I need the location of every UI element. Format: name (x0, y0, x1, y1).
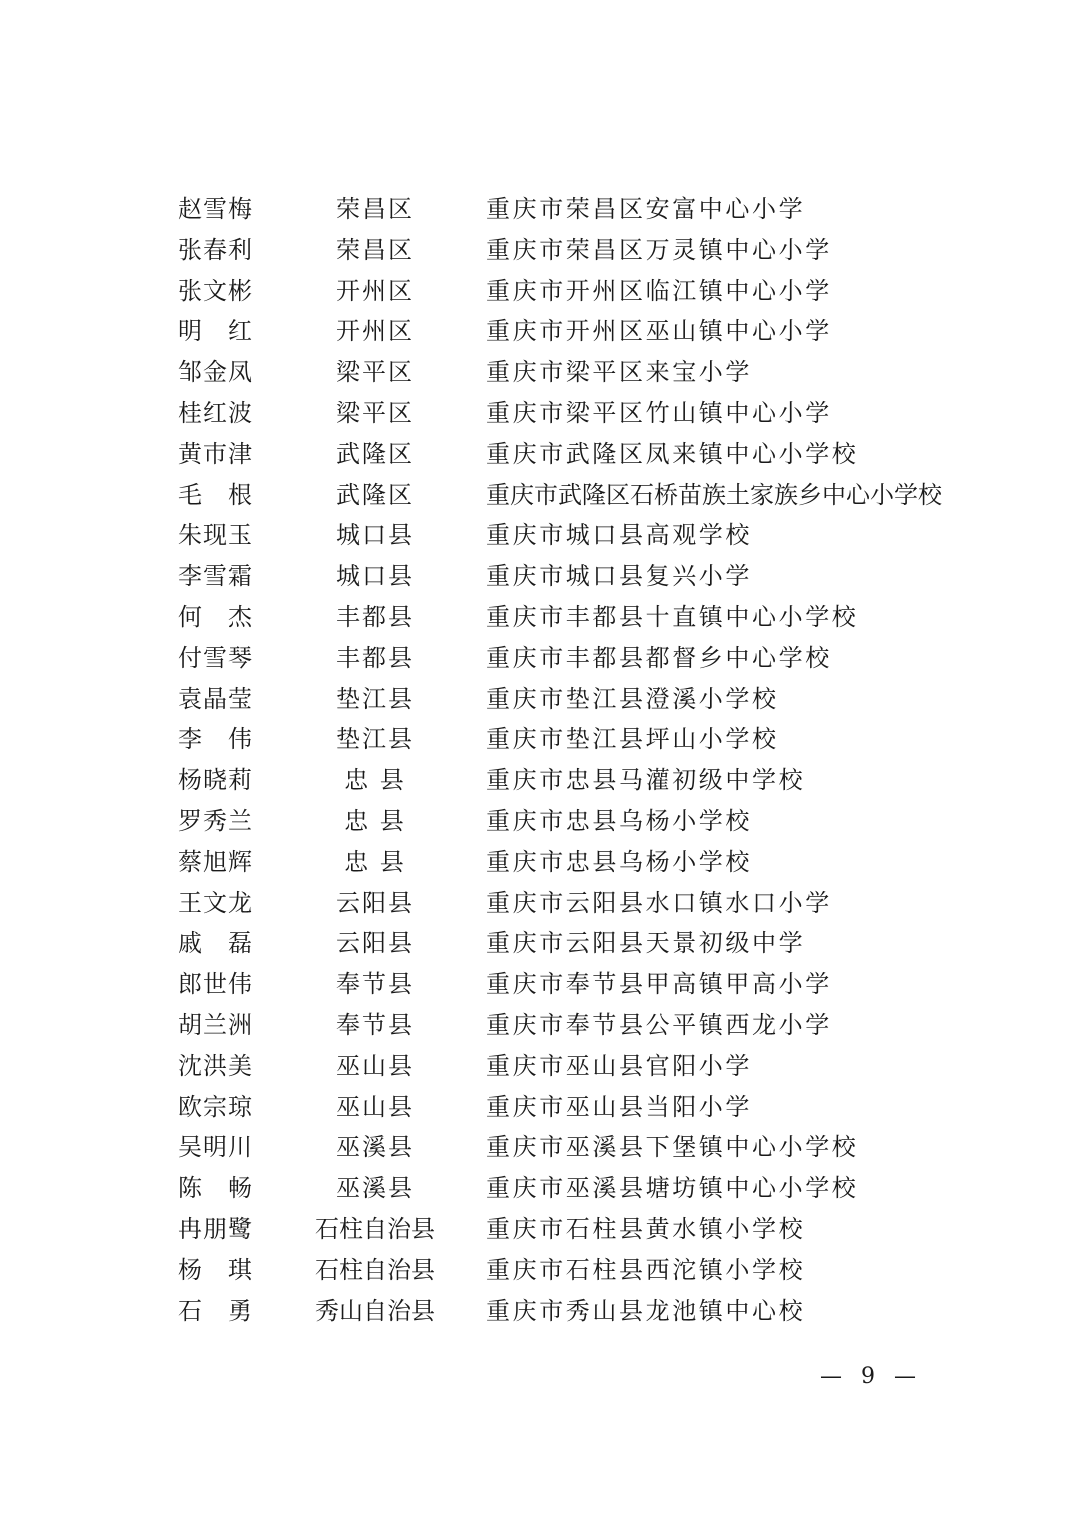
person-name: 石 勇 (178, 1296, 252, 1325)
person-name: 明 红 (178, 317, 252, 346)
school-name: 重庆市开州区临江镇中心小学 (486, 276, 832, 305)
district-name: 奉节县 (336, 1010, 414, 1039)
list-row (0, 760, 1074, 801)
person-name: 郎世伟 (178, 970, 252, 999)
person-name: 李 伟 (178, 725, 252, 754)
district-name: 石柱自治县 (315, 1214, 435, 1243)
school-name: 重庆市丰都县都督乡中心学校 (486, 643, 832, 672)
school-name: 重庆市石柱县西沱镇小学校 (486, 1255, 806, 1284)
name-list (0, 189, 1074, 1331)
person-name: 蔡旭辉 (178, 847, 252, 876)
school-name: 重庆市武隆区石桥苗族土家族乡中心小学校 (486, 480, 942, 509)
district-name: 丰都县 (336, 602, 414, 631)
school-name: 重庆市忠县马灌初级中学校 (486, 766, 806, 795)
school-name: 重庆市城口县复兴小学 (486, 562, 752, 591)
list-row (0, 230, 1074, 271)
district-name: 武隆区 (336, 480, 414, 509)
district-name: 丰都县 (336, 643, 414, 672)
list-row (0, 679, 1074, 720)
district-name: 垫江县 (336, 684, 414, 713)
list-row (0, 638, 1074, 679)
school-name: 重庆市垫江县澄溪小学校 (486, 684, 779, 713)
list-row (0, 1291, 1074, 1332)
list-row (0, 597, 1074, 638)
district-name: 梁平区 (336, 398, 414, 427)
person-name: 冉朋鹭 (178, 1214, 252, 1243)
list-row (0, 475, 1074, 516)
list-row (0, 556, 1074, 597)
person-name: 张春利 (178, 235, 252, 264)
school-name: 重庆市忠县乌杨小学校 (486, 847, 752, 876)
school-name: 重庆市秀山县龙池镇中心校 (486, 1296, 806, 1325)
person-name: 王文龙 (178, 888, 252, 917)
school-name: 重庆市奉节县甲高镇甲高小学 (486, 970, 832, 999)
list-row (0, 189, 1074, 230)
school-name: 重庆市武隆区凤来镇中心小学校 (486, 439, 859, 468)
list-row (0, 352, 1074, 393)
list-row (0, 964, 1074, 1005)
school-name: 重庆市城口县高观学校 (486, 521, 752, 550)
person-name: 袁晶莹 (178, 684, 252, 713)
person-name: 黄巿津 (178, 439, 252, 468)
person-name: 张文彬 (178, 276, 252, 305)
list-row (0, 515, 1074, 556)
person-name: 戚 磊 (178, 929, 252, 958)
district-name: 忠 县 (344, 847, 406, 876)
person-name: 赵雪梅 (178, 195, 252, 223)
school-name: 重庆市开州区巫山镇中心小学 (486, 317, 832, 346)
list-row (0, 801, 1074, 842)
school-name: 重庆市梁平区竹山镇中心小学 (486, 398, 832, 427)
list-row (0, 923, 1074, 964)
list-row (0, 1005, 1074, 1046)
district-name: 秀山自治县 (315, 1296, 435, 1325)
person-name: 何 杰 (178, 602, 252, 631)
school-name: 重庆市云阳县水口镇水口小学 (486, 888, 832, 917)
school-name: 重庆市忠县乌杨小学校 (486, 806, 752, 835)
district-name: 忠 县 (344, 806, 406, 835)
district-name: 垫江县 (336, 725, 414, 754)
school-name: 重庆市巫山县官阳小学 (486, 1051, 752, 1080)
district-name: 梁平区 (336, 358, 414, 387)
district-name: 开州区 (336, 276, 414, 305)
district-name: 荣昌区 (336, 235, 414, 264)
list-row (0, 434, 1074, 475)
list-row (0, 393, 1074, 434)
list-row (0, 883, 1074, 924)
district-name: 石柱自治县 (315, 1255, 435, 1284)
person-name: 罗秀兰 (178, 806, 252, 835)
school-name: 重庆市垫江县坪山小学校 (486, 725, 779, 754)
school-name: 重庆市云阳县天景初级中学 (486, 929, 806, 958)
list-row (0, 842, 1074, 883)
list-row (0, 1168, 1074, 1209)
list-row (0, 1127, 1074, 1168)
school-name: 重庆市巫山县当阳小学 (486, 1092, 752, 1121)
school-name: 重庆市丰都县十直镇中心小学校 (486, 602, 859, 631)
school-name: 重庆市巫溪县下堡镇中心小学校 (486, 1133, 859, 1162)
list-row (0, 719, 1074, 760)
district-name: 云阳县 (336, 929, 414, 958)
list-row (0, 1209, 1074, 1250)
person-name: 吴明川 (178, 1133, 252, 1162)
person-name: 桂红波 (178, 398, 252, 427)
school-name: 重庆市荣昌区安富中心小学 (486, 195, 806, 223)
district-name: 巫山县 (336, 1092, 414, 1121)
person-name: 李雪霜 (178, 562, 252, 591)
district-name: 巫溪县 (336, 1133, 414, 1162)
school-name: 重庆市巫溪县塘坊镇中心小学校 (486, 1174, 859, 1203)
list-row (0, 311, 1074, 352)
district-name: 城口县 (336, 562, 414, 591)
person-name: 邹金凤 (178, 358, 252, 387)
school-name: 重庆市石柱县黄水镇小学校 (486, 1214, 806, 1243)
person-name: 付雪琴 (178, 643, 252, 672)
list-row (0, 271, 1074, 312)
district-name: 巫山县 (336, 1051, 414, 1080)
school-name: 重庆市梁平区来宝小学 (486, 358, 752, 387)
district-name: 云阳县 (336, 888, 414, 917)
page-number: — 9 — (820, 1364, 922, 1389)
person-name: 杨晓莉 (178, 766, 252, 795)
district-name: 开州区 (336, 317, 414, 346)
list-row (0, 1087, 1074, 1128)
person-name: 沈洪美 (178, 1051, 252, 1080)
school-name: 重庆市奉节县公平镇西龙小学 (486, 1010, 832, 1039)
person-name: 朱现玉 (178, 521, 252, 550)
list-row (0, 1250, 1074, 1291)
school-name: 重庆市荣昌区万灵镇中心小学 (486, 235, 832, 264)
person-name: 胡兰洲 (178, 1010, 252, 1039)
district-name: 武隆区 (336, 439, 414, 468)
district-name: 巫溪县 (336, 1174, 414, 1203)
person-name: 杨 琪 (178, 1255, 252, 1284)
district-name: 城口县 (336, 521, 414, 550)
district-name: 奉节县 (336, 970, 414, 999)
list-row (0, 1046, 1074, 1087)
district-name: 忠 县 (344, 766, 406, 795)
person-name: 陈 畅 (178, 1174, 252, 1203)
person-name: 毛 根 (178, 480, 252, 509)
person-name: 欧宗琼 (178, 1092, 252, 1121)
district-name: 荣昌区 (336, 195, 414, 223)
